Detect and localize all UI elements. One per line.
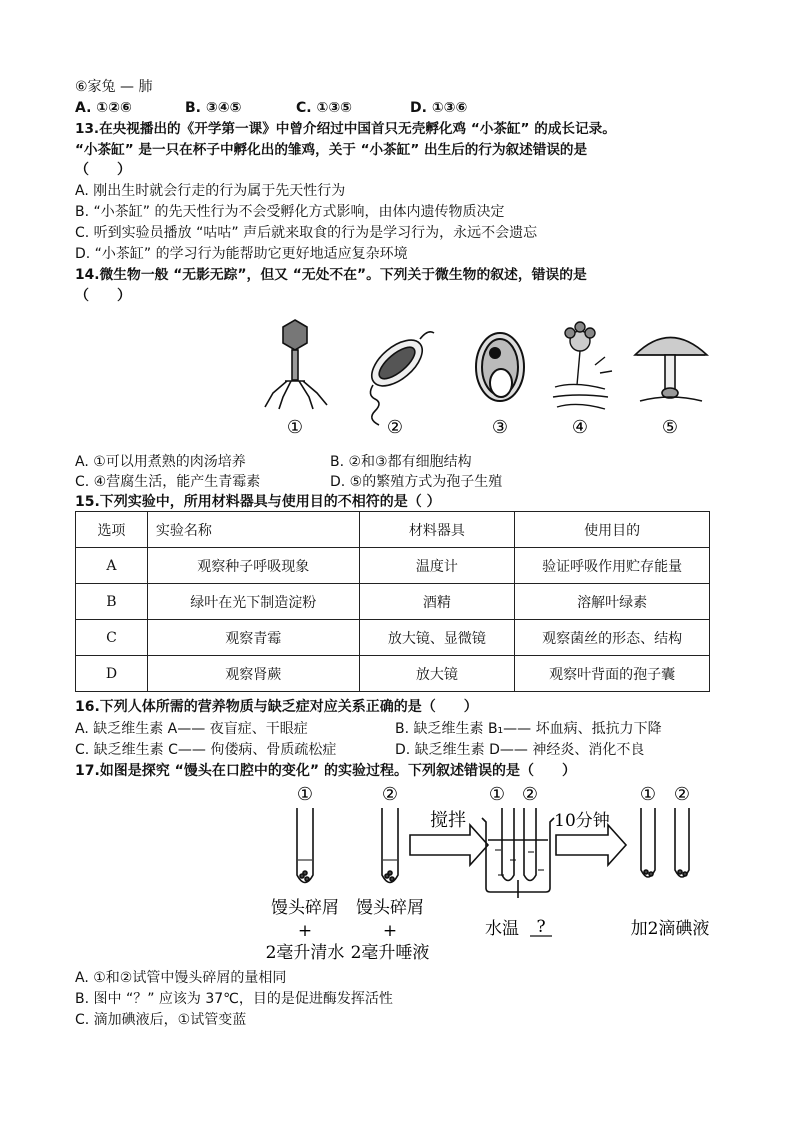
q14-option-d: D. ⑤的繁殖方式为孢子生殖 [330, 474, 503, 490]
saliva-label: 2毫升唾液 [350, 943, 430, 963]
table-cell: 观察叶背面的孢子囊 [515, 656, 710, 692]
water-label: 2毫升清水 [265, 943, 345, 963]
q16-option-c: C. 缺乏维生素 C—— 佝偻病、骨质疏松症 [75, 742, 337, 758]
table-row [76, 584, 710, 620]
table-header-cell: 选项 [76, 512, 148, 548]
q14-answer-paren: （ ） [75, 288, 131, 304]
fig-label-5: ⑤ [661, 417, 679, 438]
table-row [76, 620, 710, 656]
table-cell: 酒精 [359, 584, 515, 620]
q13-option-c: C. 听到实验员播放 “咕咕” 声后就来取食的行为是学习行为，永远不会遗忘 [75, 225, 538, 241]
tube1-label: ① [296, 784, 314, 805]
water-temp-label: 水温 [485, 919, 519, 939]
plus2-label: + [382, 921, 398, 941]
q13-stem-line2: “小茶缸” 是一只在杯子中孵化出的雏鸡，关于 “小茶缸” 出生后的行为叙述错误的是 [75, 142, 588, 158]
q14-microbes-figure [255, 315, 725, 445]
q14-option-a: A. ①可以用煮熟的肉汤培养 [75, 454, 246, 470]
q13-option-b: B. “小茶缸” 的先天性行为不会受孵化方式影响，由体内遗传物质决定 [75, 204, 505, 220]
table-cell: C [76, 620, 148, 656]
q17-option-a: A. ①和②试管中馒头碎屑的量相同 [75, 970, 287, 986]
table-row [76, 548, 710, 584]
q15-stem: 15.下列实验中，所用材料器具与使用目的不相符的是（ ） [75, 494, 441, 510]
table-row [76, 656, 710, 692]
water-bath-beaker [482, 808, 554, 898]
fig-label-1: ① [286, 417, 304, 438]
test-tube-1 [297, 808, 313, 883]
test-tube-2 [382, 808, 398, 883]
crumbs1-label: 馒头碎屑 [271, 898, 339, 918]
stir-label: 搅拌 [430, 810, 466, 831]
q17-option-b: B. 图中 “？” 应该为 37℃，目的是促进酶发挥活性 [75, 991, 393, 1007]
bacterium-illustration [364, 331, 434, 425]
iodine-label: 加2滴碘液 [630, 919, 710, 939]
beaker-tube1-label: ① [488, 784, 506, 805]
yeast-cell-illustration [476, 333, 524, 401]
q12-last-line: ⑥家兔 — 肺 [75, 79, 153, 95]
tube2-label: ② [381, 784, 399, 805]
q12-option-a: A. ①②⑥ [75, 100, 132, 116]
mushroom-illustration [635, 338, 707, 402]
table-cell: 放大镜、显微镜 [359, 620, 515, 656]
q12-option-c: C. ①③⑤ [296, 100, 353, 116]
arrow-right-icon [410, 825, 488, 865]
fig-label-2: ② [386, 417, 404, 438]
time-label: 10分钟 [554, 811, 610, 831]
q14-option-c: C. ④营腐生活，能产生青霉素 [75, 474, 261, 490]
table-cell: A [76, 548, 148, 584]
table-cell: 观察菌丝的形态、结构 [515, 620, 710, 656]
table-cell: 绿叶在光下制造淀粉 [147, 584, 359, 620]
q15-table [75, 511, 710, 692]
table-cell: 观察肾蕨 [147, 656, 359, 692]
q13-option-a: A. 刚出生时就会行走的行为属于先天性行为 [75, 183, 346, 199]
q16-option-d: D. 缺乏维生素 D—— 神经炎、消化不良 [395, 742, 645, 758]
q16-option-b: B. 缺乏维生素 B₁—— 坏血病、抵抗力下降 [395, 721, 662, 737]
table-cell: B [76, 584, 148, 620]
table-cell: 放大镜 [359, 656, 515, 692]
table-cell: 验证呼吸作用贮存能量 [515, 548, 710, 584]
q17-stem: 17.如图是探究 “馒头在口腔中的变化” 的实验过程。下列叙述错误的是（ ） [75, 763, 576, 779]
crumbs2-label: 馒头碎屑 [356, 898, 424, 918]
fig-label-3: ③ [491, 417, 509, 438]
final-tube1-label: ① [639, 784, 657, 805]
penicillium-illustration [553, 322, 612, 409]
final-tube2-label: ② [673, 784, 691, 805]
table-cell: 温度计 [359, 548, 515, 584]
table-header-row [76, 512, 710, 548]
question-mark-label: ? [536, 917, 546, 937]
q16-stem: 16.下列人体所需的营养物质与缺乏症对应关系正确的是（ ） [75, 699, 478, 715]
table-header-cell: 实验名称 [147, 512, 359, 548]
q12-option-b: B. ③④⑤ [185, 100, 242, 116]
q13-option-d: D. “小茶缸” 的学习行为能帮助它更好地适应复杂环境 [75, 246, 408, 262]
beaker-tube2-label: ② [521, 784, 539, 805]
arrow-right-icon [556, 825, 626, 865]
q16-option-a: A. 缺乏维生素 A—— 夜盲症、干眼症 [75, 721, 308, 737]
q13-stem-line1: 13.在央视播出的《开学第一课》中曾介绍过中国首只无壳孵化鸡 “小茶缸” 的成长记录。 [75, 121, 616, 137]
table-cell: 观察青霉 [147, 620, 359, 656]
bacteriophage-illustration [265, 320, 327, 409]
table-cell: 溶解叶绿素 [515, 584, 710, 620]
table-header-cell: 材料器具 [359, 512, 515, 548]
q17-experiment-figure [250, 780, 730, 965]
fig-label-4: ④ [571, 417, 589, 438]
table-cell: D [76, 656, 148, 692]
plus1-label: + [297, 921, 313, 941]
final-test-tubes [641, 808, 689, 877]
q13-answer-paren: （ ） [75, 162, 131, 178]
q14-option-b: B. ②和③都有细胞结构 [330, 454, 472, 470]
q12-option-d: D. ①③⑥ [410, 100, 468, 116]
table-cell: 观察种子呼吸现象 [147, 548, 359, 584]
q14-stem: 14.微生物一般 “无影无踪”，但又 “无处不在”。下列关于微生物的叙述，错误的是 [75, 267, 587, 283]
table-header-cell: 使用目的 [515, 512, 710, 548]
q17-option-c: C. 滴加碘液后，①试管变蓝 [75, 1012, 247, 1028]
